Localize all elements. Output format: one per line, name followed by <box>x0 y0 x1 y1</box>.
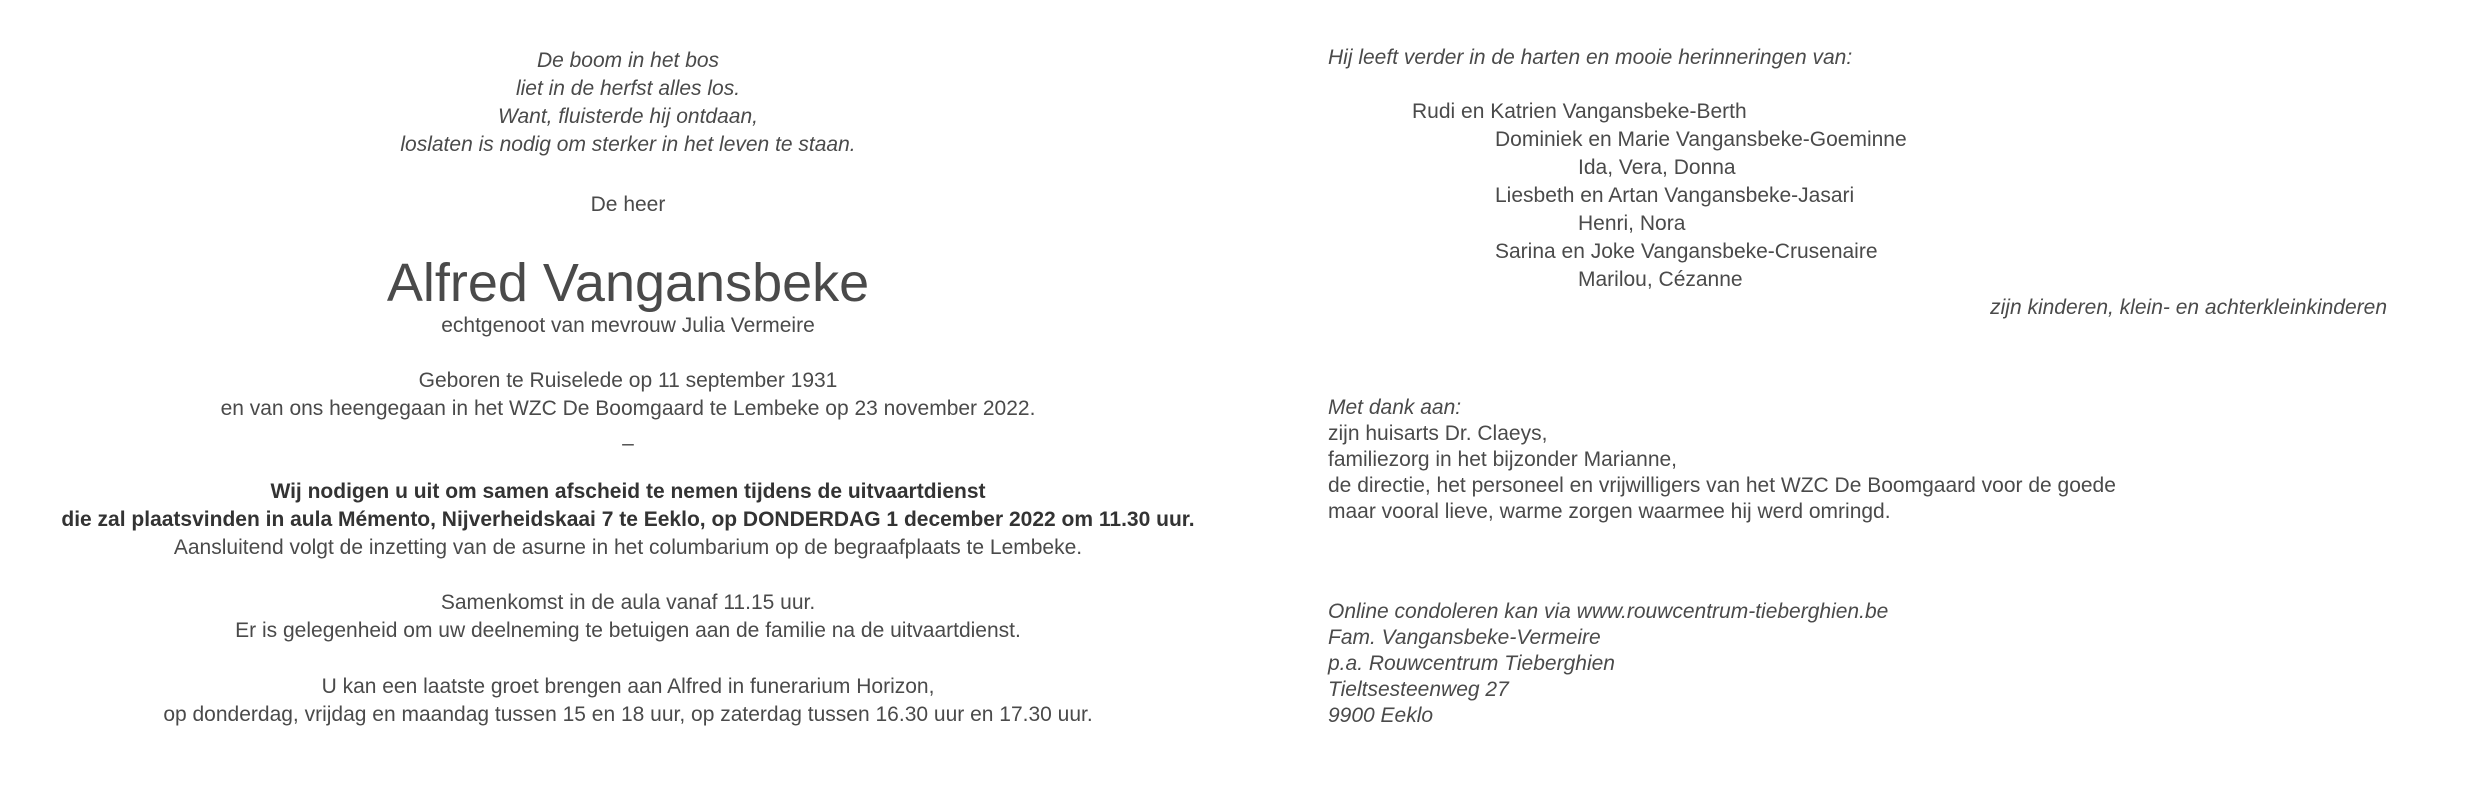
thanks-line: de directie, het personeel en vrijwilligers van het WZC De Boomgaard voor de goede <box>1328 474 2116 497</box>
death-line: en van ons heengegaan in het WZC De Boomgaard te Lembeke op 23 november 2022. <box>220 397 1036 420</box>
invitation-line: Wij nodigen u uit om samen afscheid te nemen tijdens de uitvaartdienst <box>270 480 986 503</box>
poem-line: Want, fluisterde hij ontdaan, <box>498 105 758 128</box>
deceased-name: Alfred Vangansbeke <box>386 253 870 313</box>
visit-line: U kan een laatste groet brengen aan Alfred in funerarium Horizon, <box>321 675 935 698</box>
contact-line: p.a. Rouwcentrum Tieberghien <box>1328 652 1615 675</box>
family-member: Rudi en Katrien Vangansbeke-Berth <box>1412 100 1747 123</box>
family-member: Sarina en Joke Vangansbeke-Crusenaire <box>1495 240 1878 263</box>
poem-line: De boom in het bos <box>536 49 720 72</box>
visit-line: op donderdag, vrijdag en maandag tussen 15 en 18 uur, op zaterdag tussen 16.30 uur en 17.30 uur. <box>163 703 1093 726</box>
family-member: Dominiek en Marie Vangansbeke-Goeminne <box>1495 128 1907 151</box>
spouse-line: echtgenoot van mevrouw Julia Vermeire <box>441 314 815 337</box>
gathering-line: Samenkomst in de aula vanaf 11.15 uur. <box>440 591 816 614</box>
contact-line: 9900 Eeklo <box>1328 704 1434 727</box>
salutation: De heer <box>590 193 666 216</box>
thanks-title: Met dank aan: <box>1328 396 1462 419</box>
poem-line: loslaten is nodig om sterker in het leven te staan. <box>400 133 856 156</box>
poem-line: liet in de herfst alles los. <box>515 77 741 100</box>
condolence-line: Er is gelegenheid om uw deelneming te betuigen aan de familie na de uitvaartdienst. <box>235 619 1021 642</box>
family-summary: zijn kinderen, klein- en achterkleinkinderen <box>1990 296 2387 319</box>
birth-line: Geboren te Ruiselede op 11 september 1931 <box>418 369 838 392</box>
contact-line: Tieltsesteenweg 27 <box>1328 678 1509 701</box>
thanks-line: zijn huisarts Dr. Claeys, <box>1328 422 1548 445</box>
thanks-line: maar vooral lieve, warme zorgen waarmee hij werd omringd. <box>1328 500 1891 523</box>
inurnment-line: Aansluitend volgt de inzetting van de asurne in het columbarium op de begraafplaats te Lembeke. <box>173 536 1083 559</box>
thanks-line: familiezorg in het bijzonder Marianne, <box>1328 448 1678 471</box>
contact-line: Fam. Vangansbeke-Vermeire <box>1328 626 1601 649</box>
family-member: Henri, Nora <box>1578 212 1686 235</box>
contact-line: Online condoleren kan via www.rouwcentrum-tieberghien.be <box>1328 600 1889 623</box>
family-member: Ida, Vera, Donna <box>1578 156 1736 179</box>
separator: – <box>622 432 634 455</box>
family-member: Liesbeth en Artan Vangansbeke-Jasari <box>1495 184 1855 207</box>
invitation-line: die zal plaatsvinden in aula Mémento, Nijverheidskaai 7 te Eeklo, op DONDERDAG 1 december 2022 om 11.30 uur. <box>61 508 1195 531</box>
family-member: Marilou, Cézanne <box>1578 268 1743 291</box>
family-intro: Hij leeft verder in de harten en mooie herinneringen van: <box>1328 46 1853 69</box>
